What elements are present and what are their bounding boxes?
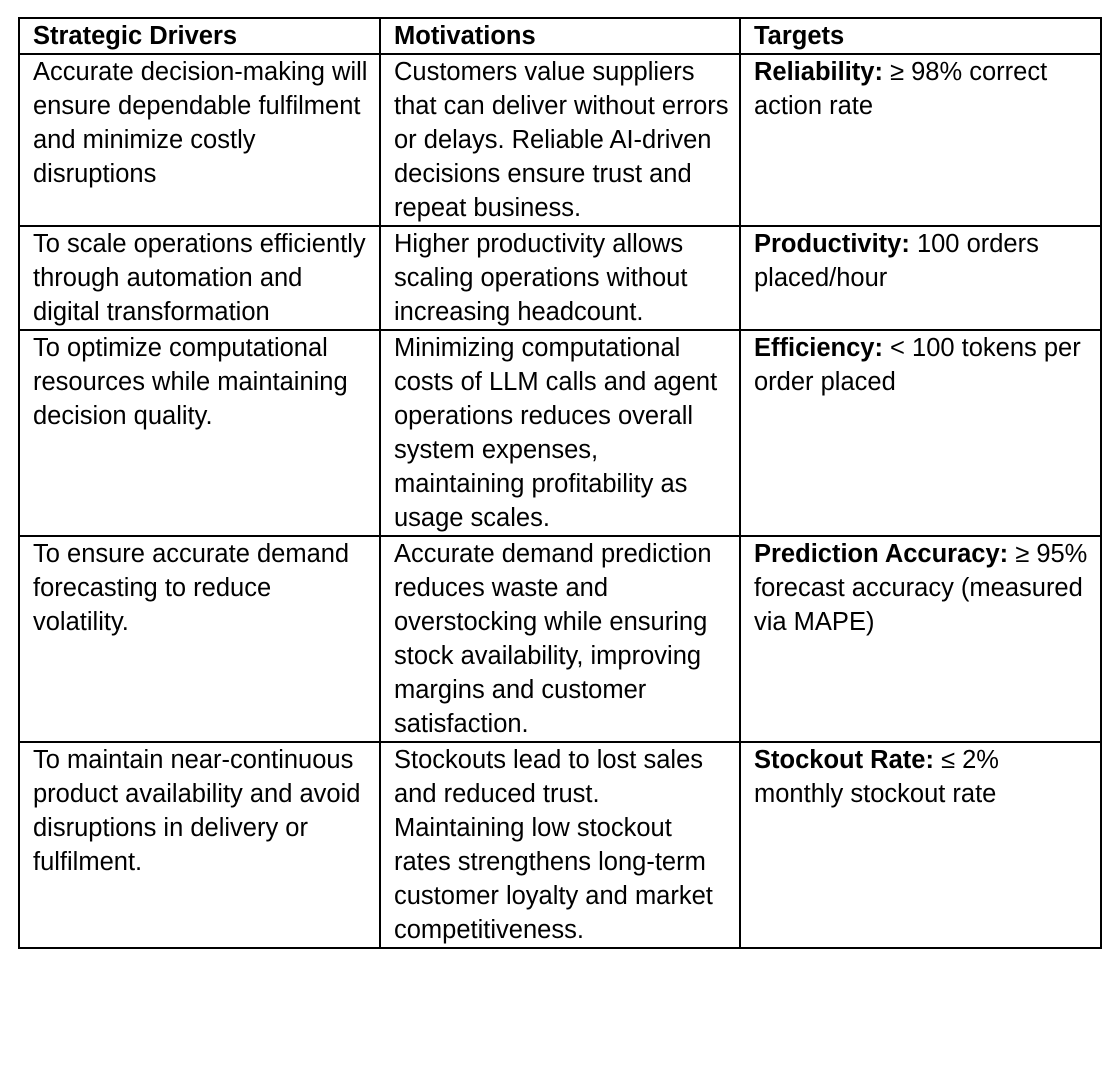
target-label: Stockout Rate:: [754, 746, 934, 774]
table-row: [19, 536, 1101, 742]
table-header-row: [19, 18, 1101, 54]
target-label: Reliability:: [754, 58, 883, 86]
target-cell: [740, 536, 1101, 742]
target-value: ≥ 95% forecast accuracy (measured via MAPE): [754, 540, 1088, 636]
header-strategic-drivers: Strategic Drivers: [19, 18, 380, 54]
target-label: Prediction Accuracy:: [754, 540, 1009, 568]
driver-cell: Accurate decision-making will ensure dependable fulfilment and minimize costly disruptions: [19, 54, 380, 226]
table-row: [19, 742, 1101, 948]
driver-cell: To scale operations efficiently through automation and digital transformation: [19, 226, 380, 330]
table-row: [19, 54, 1101, 226]
motivation-cell: Stockouts lead to lost sales and reduced trust. Maintaining low stockout rates strengthens long-term customer loyalty and market competitiveness.: [380, 742, 740, 948]
target-label: Productivity:: [754, 230, 910, 258]
target-value: 100 orders placed/hour: [754, 230, 1039, 292]
strategic-drivers-table: [18, 17, 1102, 949]
header-motivations: Motivations: [380, 18, 740, 54]
table-row: [19, 330, 1101, 536]
driver-cell: To ensure accurate demand forecasting to reduce volatility.: [19, 536, 380, 742]
table-row: [19, 226, 1101, 330]
target-cell: [740, 54, 1101, 226]
motivation-cell: Minimizing computational costs of LLM calls and agent operations reduces overall system expenses, maintaining profitability as usage scales.: [380, 330, 740, 536]
driver-cell: To optimize computational resources while maintaining decision quality.: [19, 330, 380, 536]
target-cell: [740, 330, 1101, 536]
motivation-cell: Accurate demand prediction reduces waste and overstocking while ensuring stock availability, improving margins and customer satisfaction.: [380, 536, 740, 742]
target-cell: [740, 226, 1101, 330]
target-cell: [740, 742, 1101, 948]
target-value: < 100 tokens per order placed: [754, 334, 1081, 396]
motivation-cell: Customers value suppliers that can deliver without errors or delays. Reliable AI-driven decisions ensure trust and repeat business.: [380, 54, 740, 226]
target-value: ≤ 2% monthly stockout rate: [754, 746, 999, 808]
driver-cell: To maintain near-continuous product availability and avoid disruptions in delivery or fulfilment.: [19, 742, 380, 948]
motivation-cell: Higher productivity allows scaling operations without increasing headcount.: [380, 226, 740, 330]
target-value: ≥ 98% correct action rate: [754, 58, 1048, 120]
target-label: Efficiency:: [754, 334, 883, 362]
header-targets: Targets: [740, 18, 1101, 54]
